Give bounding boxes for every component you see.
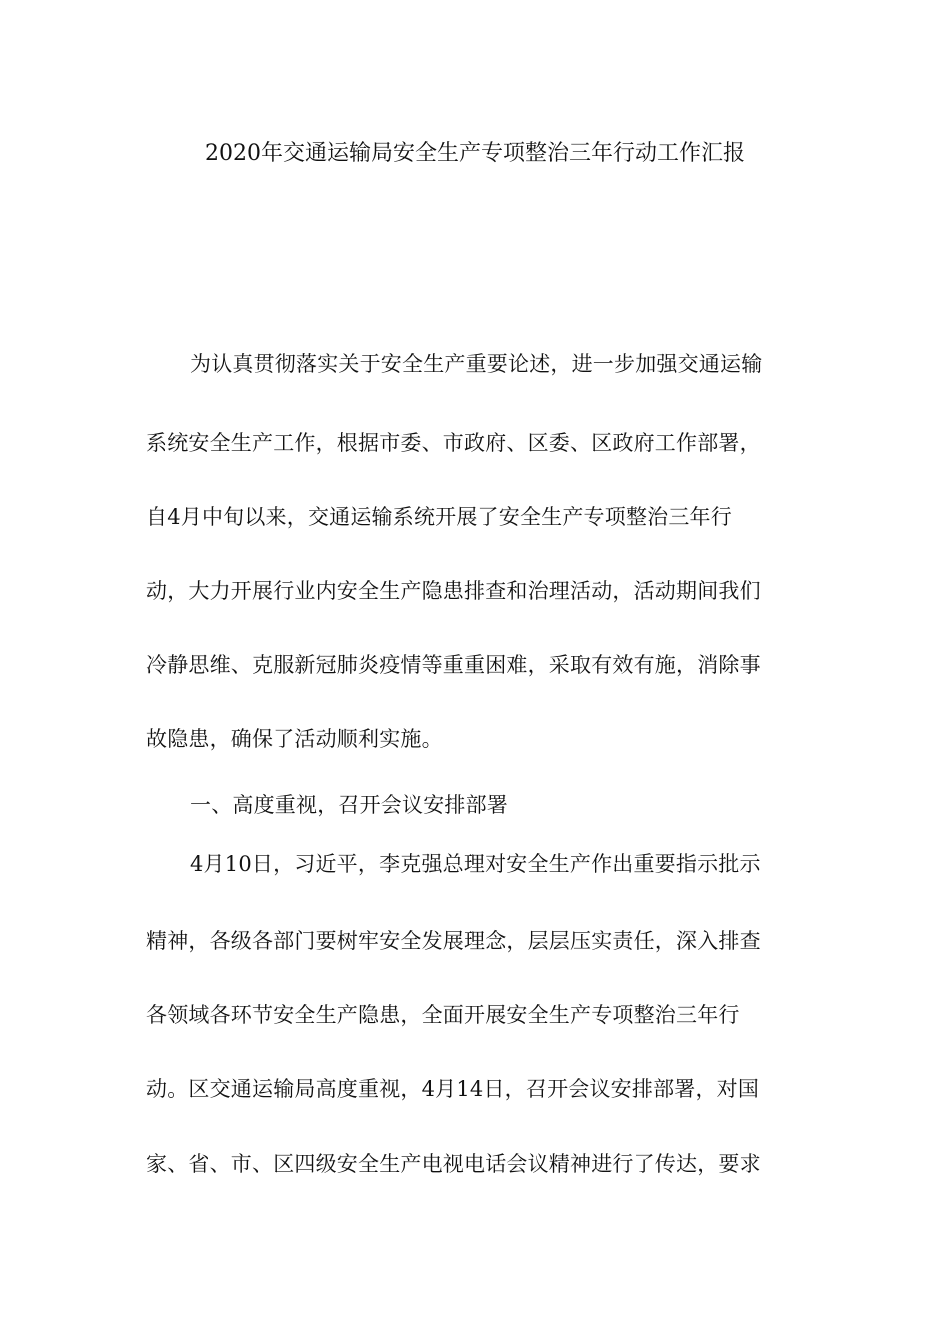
paragraph-line: 动。区交通运输局高度重视，4月14日，召开会议安排部署，对国 <box>146 1077 760 1101</box>
paragraph-line: 精神，各级各部门要树牢安全发展理念，层层压实责任，深入排查 <box>146 929 761 953</box>
paragraph-line: 冷静思维、克服新冠肺炎疫情等重重困难，采取有效有施，消除事 <box>146 653 761 677</box>
paragraph-line: 4月10日，习近平，李克强总理对安全生产作出重要指示批示 <box>190 852 761 876</box>
paragraph-line: 为认真贯彻落实关于安全生产重要论述，进一步加强交通运输 <box>190 352 763 376</box>
paragraph-line: 故隐患，确保了活动顺利实施。 <box>146 727 443 751</box>
paragraph-line: 家、省、市、区四级安全生产电视电话会议精神进行了传达，要求 <box>146 1152 761 1176</box>
paragraph-line: 动，大力开展行业内安全生产隐患排查和治理活动，活动期间我们 <box>146 579 761 603</box>
paragraph-line: 自4月中旬以来，交通运输系统开展了安全生产专项整治三年行 <box>146 505 732 529</box>
paragraph-line: 系统安全生产工作，根据市委、市政府、区委、区政府工作部署， <box>146 431 761 455</box>
paragraph-line: 各领域各环节安全生产隐患，全面开展安全生产专项整治三年行 <box>146 1003 740 1027</box>
document-title: 2020年交通运输局安全生产专项整治三年行动工作汇报 <box>205 141 745 166</box>
section-heading: 一、高度重视，召开会议安排部署 <box>190 793 508 817</box>
